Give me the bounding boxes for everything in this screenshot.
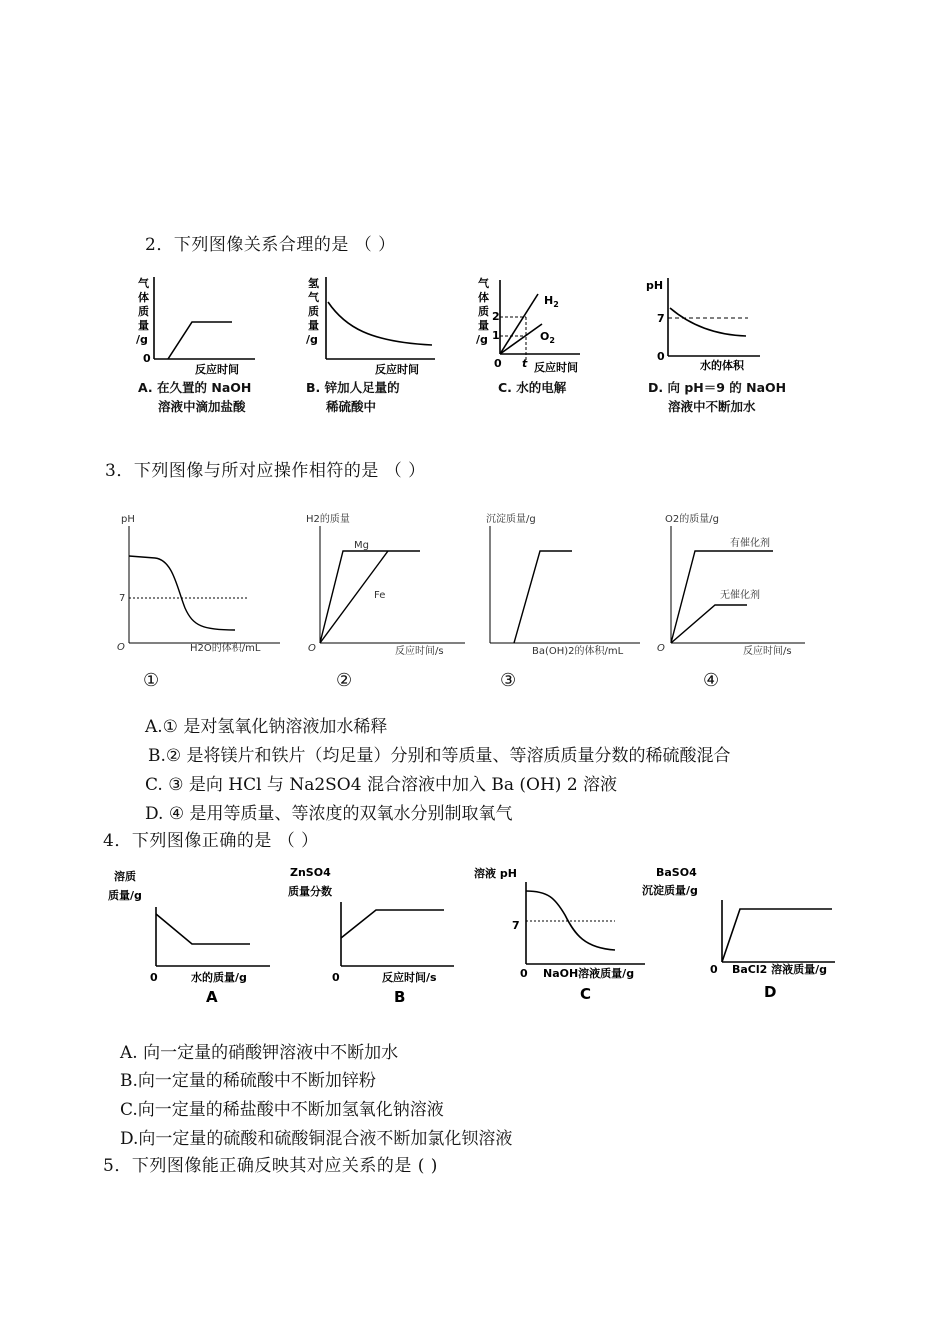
- svg-text:BaCl2 溶液质量/g: BaCl2 溶液质量/g: [732, 963, 828, 976]
- svg-text:量: 量: [308, 319, 319, 332]
- svg-text:质: 质: [308, 305, 319, 318]
- svg-text:7: 7: [657, 312, 665, 325]
- svg-text:水的体积: 水的体积: [700, 359, 744, 372]
- svg-text:量: 量: [138, 319, 149, 332]
- svg-text:沉淀质量/g: 沉淀质量/g: [486, 514, 536, 525]
- svg-text:体: 体: [478, 291, 489, 304]
- svg-text:t: t: [522, 357, 528, 370]
- svg-text:体: 体: [138, 291, 149, 304]
- q4-chart-b: [284, 862, 459, 1012]
- q2-caption-a: A. 在久置的 NaOH 溶液中滴加盐酸: [138, 380, 252, 414]
- svg-text:O2: $O_2$: [540, 330, 555, 345]
- svg-text:Fe: Fe: [374, 590, 386, 601]
- svg-text:反应时间: 反应时间: [195, 363, 239, 376]
- svg-text:质量分数: 质量分数: [288, 885, 332, 898]
- svg-text:反应时间: 反应时间: [534, 361, 578, 374]
- q3-label-2: ②: [336, 670, 353, 691]
- q3-label-4: ④: [703, 670, 720, 691]
- svg-text:7: 7: [119, 593, 126, 604]
- question-2-stem: 2．下列图像关系合理的是 （ ）: [145, 235, 396, 255]
- svg-text:0: 0: [657, 350, 665, 363]
- svg-text:气: 气: [138, 277, 149, 290]
- svg-text:质: 质: [478, 305, 489, 318]
- q4-chart-d: [640, 860, 840, 1010]
- q2-chart-c: [470, 272, 610, 382]
- svg-text:ZnSO4: ZnSO4: [290, 866, 331, 879]
- svg-text:反应时间/s: 反应时间/s: [382, 971, 437, 984]
- q2-chart-a: [130, 272, 280, 382]
- svg-text:Mg: Mg: [354, 540, 369, 551]
- svg-text:Ba(OH)2的体积/mL: Ba(OH)2的体积/mL: [532, 646, 624, 657]
- q3-option-c: C. ③ 是向 HCl 与 Na2SO4 混合溶液中加入 Ba (OH) 2 溶液: [145, 775, 618, 795]
- svg-text:H2O的体积/mL: H2O的体积/mL: [190, 643, 261, 654]
- svg-text:O: O: [117, 642, 125, 653]
- svg-text:H2的质量: H2的质量: [306, 514, 350, 525]
- q4-option-b: B.向一定量的稀硫酸中不断加锌粉: [120, 1071, 376, 1091]
- q3-chart-3: [480, 508, 650, 658]
- svg-text:沉淀质量/g: 沉淀质量/g: [642, 884, 698, 897]
- q2-caption-d: D. 向 pH＝9 的 NaOH 溶液中不断加水: [648, 380, 787, 414]
- svg-text:0: 0: [332, 971, 340, 984]
- question-4-stem: 4．下列图像正确的是 （ ）: [103, 831, 319, 851]
- q4-option-a: A. 向一定量的硝酸钾溶液中不断加水: [120, 1043, 399, 1063]
- svg-text:有催化剂: 有催化剂: [730, 538, 770, 549]
- svg-text:0: 0: [520, 967, 528, 980]
- q2-chart-d: [640, 270, 790, 380]
- svg-text:0: 0: [150, 971, 158, 984]
- q4-chart-a: [108, 862, 283, 1012]
- q3-option-a: A.① 是对氢氧化钠溶液加水稀释: [145, 717, 388, 737]
- svg-text:质量/g: 质量/g: [108, 889, 142, 902]
- svg-text:O: O: [657, 643, 665, 654]
- svg-text:/g: /g: [306, 333, 318, 346]
- q3-chart-4: [655, 508, 820, 658]
- svg-text:无催化剂: 无催化剂: [720, 590, 760, 601]
- svg-text:质: 质: [138, 305, 149, 318]
- question-5-stem: 5．下列图像能正确反映其对应关系的是 ( ): [103, 1156, 438, 1176]
- svg-text:气: 气: [478, 277, 489, 290]
- q2-caption-b: B. 锌加人足量的 稀硫酸中: [306, 380, 400, 414]
- svg-text:7: 7: [512, 919, 520, 932]
- svg-text:pH: pH: [121, 514, 135, 525]
- svg-text:H2: $H_2$: [544, 294, 559, 309]
- q4-option-c: C.向一定量的稀盐酸中不断加氢氧化钠溶液: [120, 1100, 444, 1120]
- svg-text:溶液 pH: 溶液 pH: [474, 867, 517, 880]
- q2-chart-b: [300, 272, 450, 382]
- q3-option-d: D. ④ 是用等质量、等浓度的双氧水分别制取氧气: [145, 804, 513, 824]
- svg-text:气: 气: [308, 291, 319, 304]
- svg-text:水的质量/g: 水的质量/g: [191, 971, 247, 984]
- svg-text:0: 0: [494, 357, 502, 370]
- svg-text:量: 量: [478, 319, 489, 332]
- svg-text:0: 0: [710, 963, 718, 976]
- q4-option-d: D.向一定量的硫酸和硫酸铜混合液不断加氯化钡溶液: [120, 1129, 513, 1149]
- svg-text:1: 1: [492, 329, 500, 342]
- svg-text:C: C: [580, 985, 592, 1003]
- svg-text:氢: 氢: [308, 277, 319, 290]
- svg-text:O2的质量/g: O2的质量/g: [665, 514, 719, 525]
- svg-text:A: A: [206, 988, 218, 1006]
- q3-label-1: ①: [143, 670, 160, 691]
- svg-text:NaOH溶液质量/g: NaOH溶液质量/g: [543, 967, 635, 980]
- svg-text:B: B: [394, 988, 406, 1006]
- svg-text:D: D: [764, 983, 777, 1001]
- svg-text:溶质: 溶质: [114, 870, 136, 883]
- svg-text:反应时间/s: 反应时间/s: [743, 646, 792, 657]
- question-3-stem: 3．下列图像与所对应操作相符的是 （ ）: [105, 461, 426, 481]
- svg-text:O: O: [308, 643, 316, 654]
- svg-text:0: 0: [143, 352, 151, 365]
- svg-text:反应时间/s: 反应时间/s: [395, 646, 444, 657]
- svg-text:pH: pH: [646, 279, 664, 292]
- svg-text:反应时间: 反应时间: [375, 363, 419, 376]
- svg-text:2: 2: [492, 310, 500, 323]
- svg-text:/g: /g: [476, 333, 488, 346]
- svg-text:BaSO4: BaSO4: [656, 866, 697, 879]
- svg-text:/g: /g: [136, 333, 148, 346]
- q3-chart-2: [300, 508, 470, 658]
- q4-chart-c: [470, 860, 660, 1010]
- q3-chart-1: [115, 508, 285, 658]
- q3-label-3: ③: [500, 670, 517, 691]
- q2-caption-c: C. 水的电解: [498, 380, 567, 395]
- q3-option-b: B.② 是将镁片和铁片（均足量）分别和等质量、等溶质质量分数的稀硫酸混合: [148, 746, 731, 766]
